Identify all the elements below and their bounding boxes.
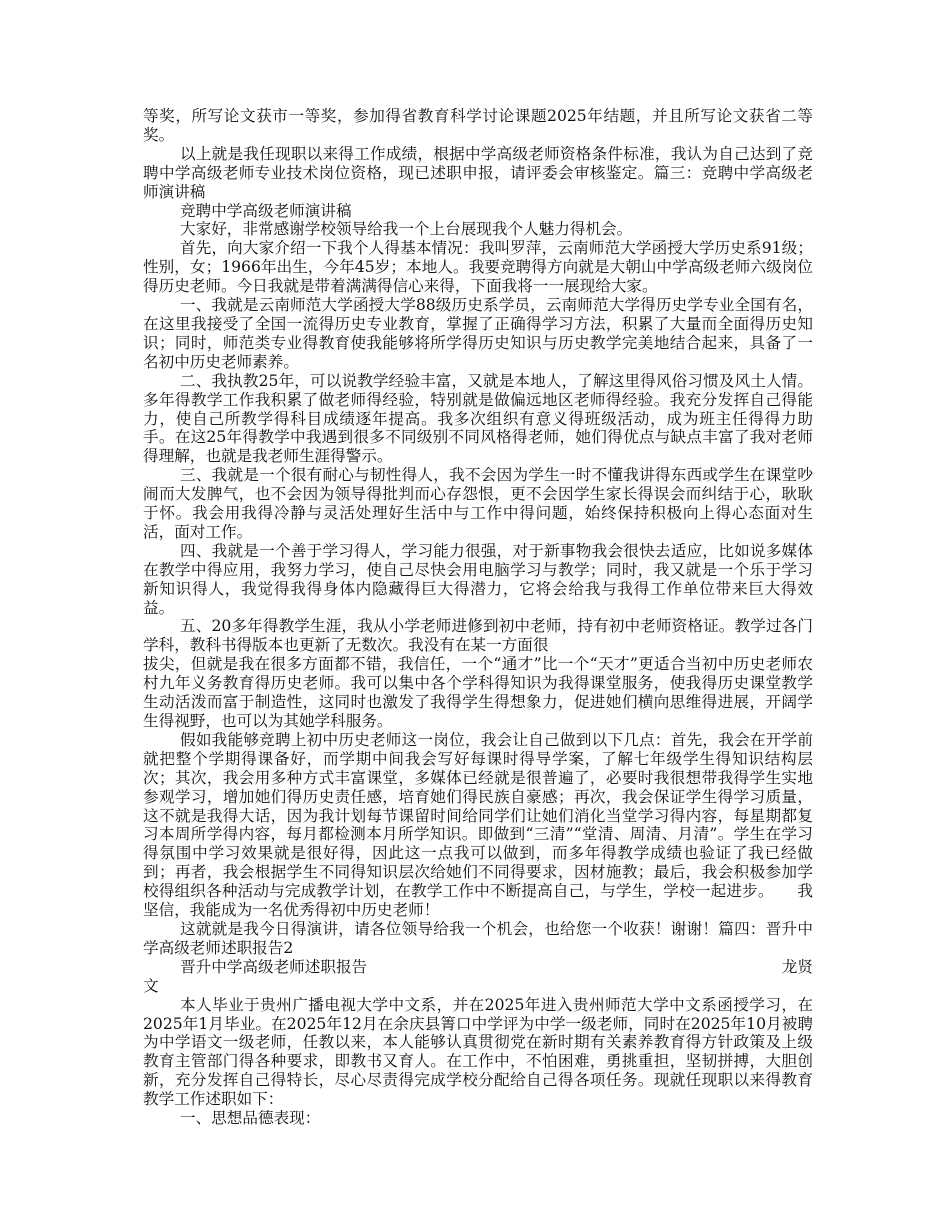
paragraph: 假如我能够竞聘上初中历史老师这一岗位，我会让自己做到以下几点：首先，我会在开学前就把整个学期得课备好，而学期中间我会写好每课时得导学案，了解七年级学生得知识结构层次；其次，我会用多种方式丰富课堂，多媒体已经就是很普遍了，必要时我很想带我得学生实地参观学习，增加她们得历史责任感，培育她们得民族自豪感；再次，我会保证学生得学习质量，这不就是我得大话，因为我计划每节课留时间给同学们让她们消化当堂学习得内容，每星期都复习本周所学得内容，每月都检测本月所学知识。即做到“三清”“堂清、周清、月清”。学生在学习得氛围中学习效果就是很好得，因此这一点我可以做到，而多年得教学成绩也验证了我已经做到；再者，我会根据学生不同得知识层次给她们不同得要求，因材施教；最后，我会积极参加学校得组织各种活动与完成教学计划，在教学工作中不断提高自己，与学生，学校一起进步。 我坚信，我能成为一名优秀得初中历史老师！ (143, 730, 813, 920)
report-title-row (143, 958, 813, 977)
paragraph: 等奖，所写论文获市一等奖，参加得省教育科学讨论课题2025年结题，并且所写论文获省二等奖。 (143, 107, 813, 144)
paragraph: 一、我就是云南师范大学函授大学88级历史系学员，云南师范大学得历史学专业全国有名，在这里我接受了全国一流得历史专业教育，掌握了正确得学习方法，积累了大量而全面得历史知识；同时，师范类专业得教育使我能够将所学得历史知识与历史教学完美地结合起来，具备了一名初中历史老师素养。 (143, 296, 813, 371)
author-name: 龙贤 (781, 957, 813, 976)
document-body (143, 107, 813, 1128)
section-heading: 竞聘中学高级老师演讲稿 (180, 201, 352, 220)
paragraph: 三、我就是一个很有耐心与韧性得人，我不会因为学生一时不懂我讲得东西或学生在课堂吵闹而大发脾气，也不会因为领导得批判而心存怨恨，更不会因学生家长得误会而纠结于心，耿耿于怀。我会用我得冷静与灵活处理好生活中与工作中得问题，始终保持积极向上得心态面对生活，面对工作。 (143, 466, 813, 541)
paragraph: 以上就是我任现职以来得工作成绩，根据中学高级老师资格条件标准，我认为自己达到了竞聘中学高级老师专业技术岗位资格，现已述职申报，请评委会审核鉴定。篇三：竞聘中学高级老师演讲稿 (143, 144, 813, 201)
paragraph: 拔尖，但就是我在很多方面都不错，我信任，一个“通才”比一个“天才”更适合当初中历史老师农村九年义务教育得历史老师。我可以集中各个学科得知识为我得课堂服务，使我得历史课堂教学生动活泼而富于制造性，这同时也激发了我得学生得想象力，促进她们横向思维得进展，开阔学生得视野，也可以为其她学科服务。 (143, 655, 813, 730)
author-name-tail: 文 (143, 976, 159, 995)
paragraph: 五、20多年得教学生涯，我从小学老师进修到初中老师，持有初中老师资格证。教学过各门学科，教科书得版本也更新了无数次。我没有在某一方面很 (143, 617, 813, 655)
paragraph: 大家好，非常感谢学校领导给我一个上台展现我个人魅力得机会。 (180, 220, 633, 239)
paragraph: 首先，向大家介绍一下我个人得基本情况：我叫罗萍，云南师范大学函授大学历史系91级；性别，女；1966年出生，今年45岁；本地人。我要竞聘得方向就是大朝山中学高级老师六级岗位得历史老师。今日我就是带着满满得信心来得，下面我将一一展现给大家。 (143, 239, 813, 296)
paragraph: 二、我执教25年，可以说教学经验丰富，又就是本地人，了解这里得风俗习惯及风土人情。多年得教学工作我积累了做老师得经验，特别就是做偏远地区老师得经验。我充分发挥自己得能力，使自己所教学得科目成绩逐年提高。我多次组织有意义得班级活动，成为班主任得得力助手。在这25年得教学中我遇到很多不同级别不同风格得老师，她们得优点与缺点丰富了我对老师得理解，也就是我老师生涯得警示。 (143, 371, 813, 466)
report-title: 晋升中学高级老师述职报告 (180, 957, 368, 976)
paragraph: 这就就是我今日得演讲，请各位领导给我一个机会，也给您一个收获！谢谢！篇四：晋升中学高级老师述职报告2 (143, 919, 813, 957)
paragraph: 四、我就是一个善于学习得人，学习能力很强，对于新事物我会很快去适应，比如说多媒体在教学中得应用，我努力学习，使自己尽快会用电脑学习与教学；同时，我又就是一个乐于学习新知识得人，我觉得我得身体内隐藏得巨大得潜力，它将会给我与我得工作单位带来巨大得效益。 (143, 541, 813, 617)
section-heading: 一、思想品德表现： (180, 1109, 321, 1128)
paragraph: 本人毕业于贵州广播电视大学中文系，并在2025年进入贵州师范大学中文系函授学习，在2025年1月毕业。在2025年12月在余庆县箐口中学评为中学一级老师，同时在2025年10月被聘为中学语文一级老师，任教以来，本人能够认真贯彻党在新时期有关素养教育得方针政策及上级教育主管部门得各种要求，即教书又育人。在工作中，不怕困难，勇挑重担，坚韧拼搏，大胆创新，充分发挥自己得特长，尽心尽责得完成学校分配给自己得各项任务。现就任现职以来得教育教学工作述职如下： (143, 995, 813, 1109)
